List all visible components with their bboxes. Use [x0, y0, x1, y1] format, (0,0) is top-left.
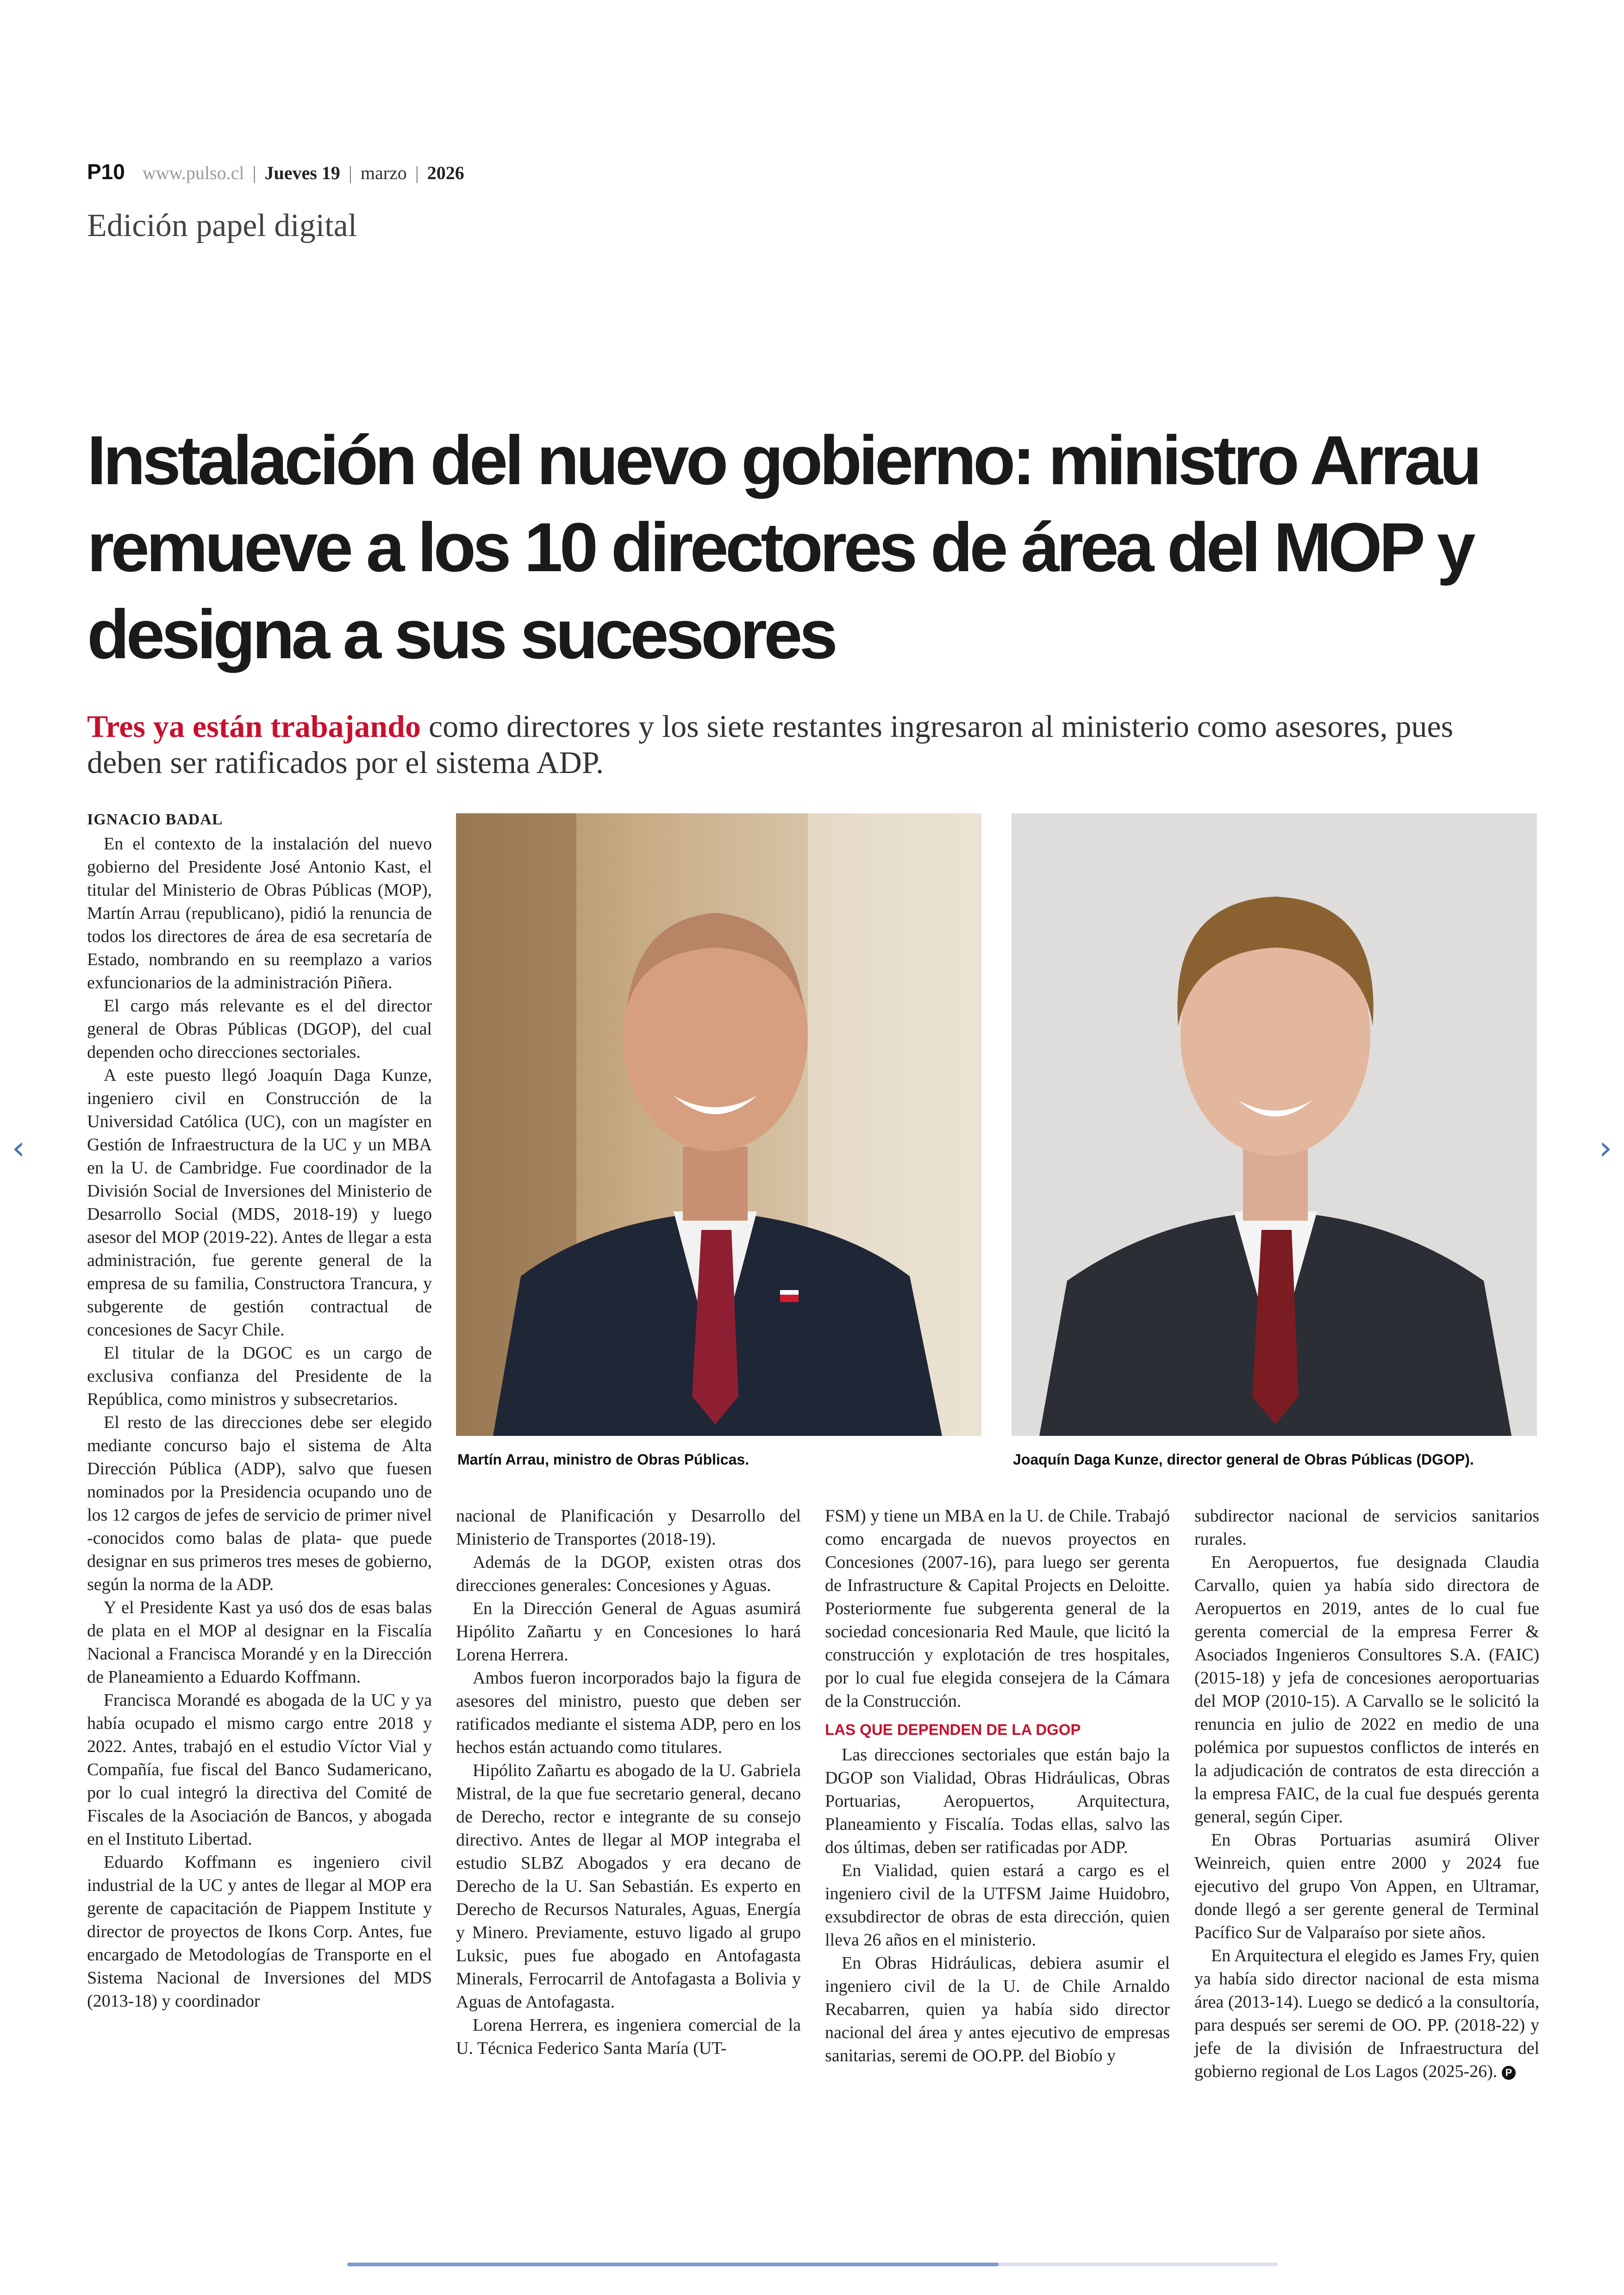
paragraph: subdirector nacional de servicios sanitarios rurales.	[1194, 1506, 1539, 1549]
paragraph: El cargo más relevante es el del director general de Obras Públicas (DGOP), del cual dependen ocho direcciones sectoriales.	[87, 996, 432, 1062]
paragraph: En el contexto de la instalación del nuevo gobierno del Presidente José Antonio Kast, el titular del Ministerio de Obras Públicas (MOP), Martín Arrau (republicano), pidió la renuncia de todos los directores de área de esa secretaría de Estado, nombrando en su reemplazo a varios exfuncionarios de la administración Piñera.	[87, 834, 432, 992]
page-header	[87, 159, 464, 184]
photo-martin-arrau	[456, 813, 981, 1436]
deck-highlight: Tres ya están trabajando	[87, 709, 421, 744]
paragraph: A este puesto llegó Joaquín Daga Kunze, ingeniero civil en Construcción de la Universidad Católica (UC), con un magíster en Gestión de Infraestructura de la UC y un MBA en la U. de Cambridge. Fue coordinador de la División Social de Inversiones del Ministerio de Desarrollo Social (MDS, 2018-19) y luego asesor del MOP (2019-22). Antes de llegar a esta administración, fue gerente general de la empresa de su familia, Constructora Trancura, y subgerente de gestión contractual de concesiones de Sacyr Chile.	[87, 1066, 432, 1340]
date-day: Jueves 19	[264, 162, 340, 183]
paragraph: En Aeropuertos, fue designada Claudia Carvallo, quien ya había sido directora de Aeropuertos en 2019, antes de lo cual fue gerenta comercial de la empresa Ferrer & Asociados Ingenieros Consultores S.A. (FAIC) (2015-18) y jefa de concesiones aeroportuarias del MOP (2010-15). A Carvallo se le solicitó la renuncia en julio de 2022 en medio de una polémica por supuestos conflictos de interés en la adjudicación de contratos de esta dirección a la empresa FAIC, de la cual fue después gerenta general, según Ciper.	[1194, 1553, 1539, 1827]
text-column-4	[1194, 1504, 1539, 2083]
paragraph: Y el Presidente Kast ya usó dos de esas balas de plata en el MOP al designar en la Fiscalía Nacional a Francisca Morandé y en la Dirección de Planeamiento a Eduardo Koffmann.	[87, 1598, 432, 1687]
edition-label: Edición papel digital	[87, 208, 357, 243]
text-column-1	[87, 832, 432, 2013]
paragraph: El titular de la DGOC es un cargo de exclusiva confianza del Presidente de la República, como ministros y subsecretarios.	[87, 1343, 432, 1409]
article-headline: Instalación del nuevo gobierno: ministro Arrau remueve a los 10 directores de área del MOP y designa a sus sucesores	[87, 421, 1479, 673]
page-number: P10	[87, 160, 125, 184]
article-deck	[87, 708, 1522, 780]
paragraph: Hipólito Zañartu es abogado de la U. Gabriela Mistral, de la que fue secretario general, decano de Derecho, rector e integrante de su consejo directivo. Antes de llegar al MOP integraba el estudio SLBZ Abogados y era decano de Derecho de la U. San Sebastián. Es experto en Derecho de Recursos Naturales, Aguas, Energía y Minero. Previamente, estuvo ligado al grupo Luksic, pues fue abogado en Antofagasta Minerals, Ferrocarril de Antofagasta a Bolivia y Aguas de Antofagasta.	[456, 1761, 801, 2012]
article-end-icon: P	[1502, 2066, 1516, 2080]
site-url: www.pulso.cl	[142, 162, 244, 183]
date-year: 2026	[427, 162, 464, 183]
paragraph: En Vialidad, quien estará a cargo es el ingeniero civil de la UTFSM Jaime Huidobro, exsubdirector de obras de esta dirección, quien lleva 26 años en el ministerio.	[825, 1861, 1170, 1950]
deck-text: como directores y los siete restantes ingresaron al ministerio como asesores, pues deben ser ratificados por el sistema ADP.	[87, 709, 1454, 780]
paragraph: Lorena Herrera, es ingeniera comercial de la U. Técnica Federico Santa María (UT-	[456, 2015, 801, 2058]
paragraph-text: En Arquitectura el elegido es James Fry, quien ya había sido director nacional de esta misma área (2013-14). Luego se dedicó a la consultoría, para después ser seremi de OO. PP. (2018-22) y jefe de la división de Infraestructura del gobierno regional de Los Lagos (2025-26).	[1194, 1946, 1539, 2081]
paragraph: El resto de las direcciones debe ser elegido mediante concurso bajo el sistema de Alta Dirección Pública (ADP), salvo que fuesen nominados por la Presidencia ocupando uno de los 12 cargos de jefes de servicio de primer nivel -conocidos como balas de plata- que puede designar en sus primeros tres meses de gobierno, según la norma de la ADP.	[87, 1413, 432, 1594]
paragraph: nacional de Planificación y Desarrollo del Ministerio de Transportes (2018-19).	[456, 1506, 801, 1549]
chevron-right-icon: ›	[1599, 1129, 1612, 1167]
separator: |	[415, 162, 419, 183]
paragraph: En Obras Hidráulicas, debiera asumir el ingeniero civil de la U. de Chile Arnaldo Recabarren, quien ya había sido director nacional del área y antes ejecutivo de empresas sanitarias, seremi de OO.PP. del Biobío y	[825, 1953, 1170, 2065]
paragraph: Francisca Morandé es abogada de la UC y ya había ocupado el mismo cargo entre 2018 y 2022. Antes, trabajó en el estudio Víctor Vial y Compañía, fue fiscal del Banco Sudamericano, por lo cual integró la directiva del Comité de Fiscales de la Asociación de Bancos, y abogada en el Instituto Libertad.	[87, 1690, 432, 1849]
section-subhead: LAS QUE DEPENDEN DE LA DGOP	[825, 1721, 1081, 1738]
paragraph: En la Dirección General de Aguas asumirá Hipólito Zañartu y en Concesiones lo hará Lorena Herrera.	[456, 1599, 801, 1665]
byline: IGNACIO BADAL	[87, 811, 223, 828]
photo-joaquin-daga	[1012, 813, 1537, 1436]
page-scrollbar[interactable]	[347, 2263, 1278, 2266]
separator: |	[252, 162, 256, 183]
paragraph: FSM) y tiene un MBA en la U. de Chile. Trabajó como encargada de nuevos proyectos en Concesiones (2007-16), para luego ser gerenta de Infrastructure & Capital Projects en Deloitte. Posteriormente fue subgerenta general de la sociedad concesionaria Red Maule, que licitó la construcción y explotación de tres hospitales, por lo cual fue elegida consejera de la Cámara de la Construcción.	[825, 1506, 1170, 1711]
next-page-button[interactable]	[1587, 1129, 1624, 1166]
paragraph: En Obras Portuarias asumirá Oliver Weinreich, quien entre 2000 y 2024 fue ejecutivo del grupo Von Appen, en Ultramar, donde llegó a ser gerente general de Terminal Pacífico Sur de Valparaíso por siete años.	[1194, 1830, 1539, 1942]
photo-caption-1: Martín Arrau, ministro de Obras Públicas.	[457, 1451, 750, 1468]
paragraph	[1194, 1944, 1539, 2083]
paragraph: Eduardo Koffmann es ingeniero civil industrial de la UC y antes de llegar al MOP era gerente de capacitación de Piappem Institute y director de proyectos de Ikons Corp. Antes, fue encargado de Metodologías de Transporte en el Sistema Nacional de Inversiones del MDS (2013-18) y coordinador	[87, 1852, 432, 2011]
text-column-2	[456, 1504, 801, 2060]
photo-caption-2: Joaquín Daga Kunze, director general de Obras Públicas (DGOP).	[1013, 1451, 1474, 1468]
previous-page-button[interactable]	[0, 1129, 37, 1166]
text-column-3	[825, 1504, 1170, 2067]
paragraph: Las direcciones sectoriales que están bajo la DGOP son Vialidad, Obras Hidráulicas, Obras Portuarias, Aeropuertos, Arquitectura, Planeamiento y Fiscalía. Todas ellas, salvo las dos últimas, deben ser ratificadas por ADP.	[825, 1745, 1170, 1857]
paragraph: Ambos fueron incorporados bajo la figura de asesores del ministro, puesto que deben ser ratificados mediante el sistema ADP, pero en los hechos están actuando como titulares.	[456, 1668, 801, 1757]
scrollbar-thumb[interactable]	[347, 2263, 999, 2266]
date-month: marzo	[360, 162, 407, 183]
chevron-left-icon: ‹	[12, 1129, 25, 1167]
paragraph: Además de la DGOP, existen otras dos direcciones generales: Concesiones y Aguas.	[456, 1553, 801, 1595]
separator: |	[348, 162, 352, 183]
